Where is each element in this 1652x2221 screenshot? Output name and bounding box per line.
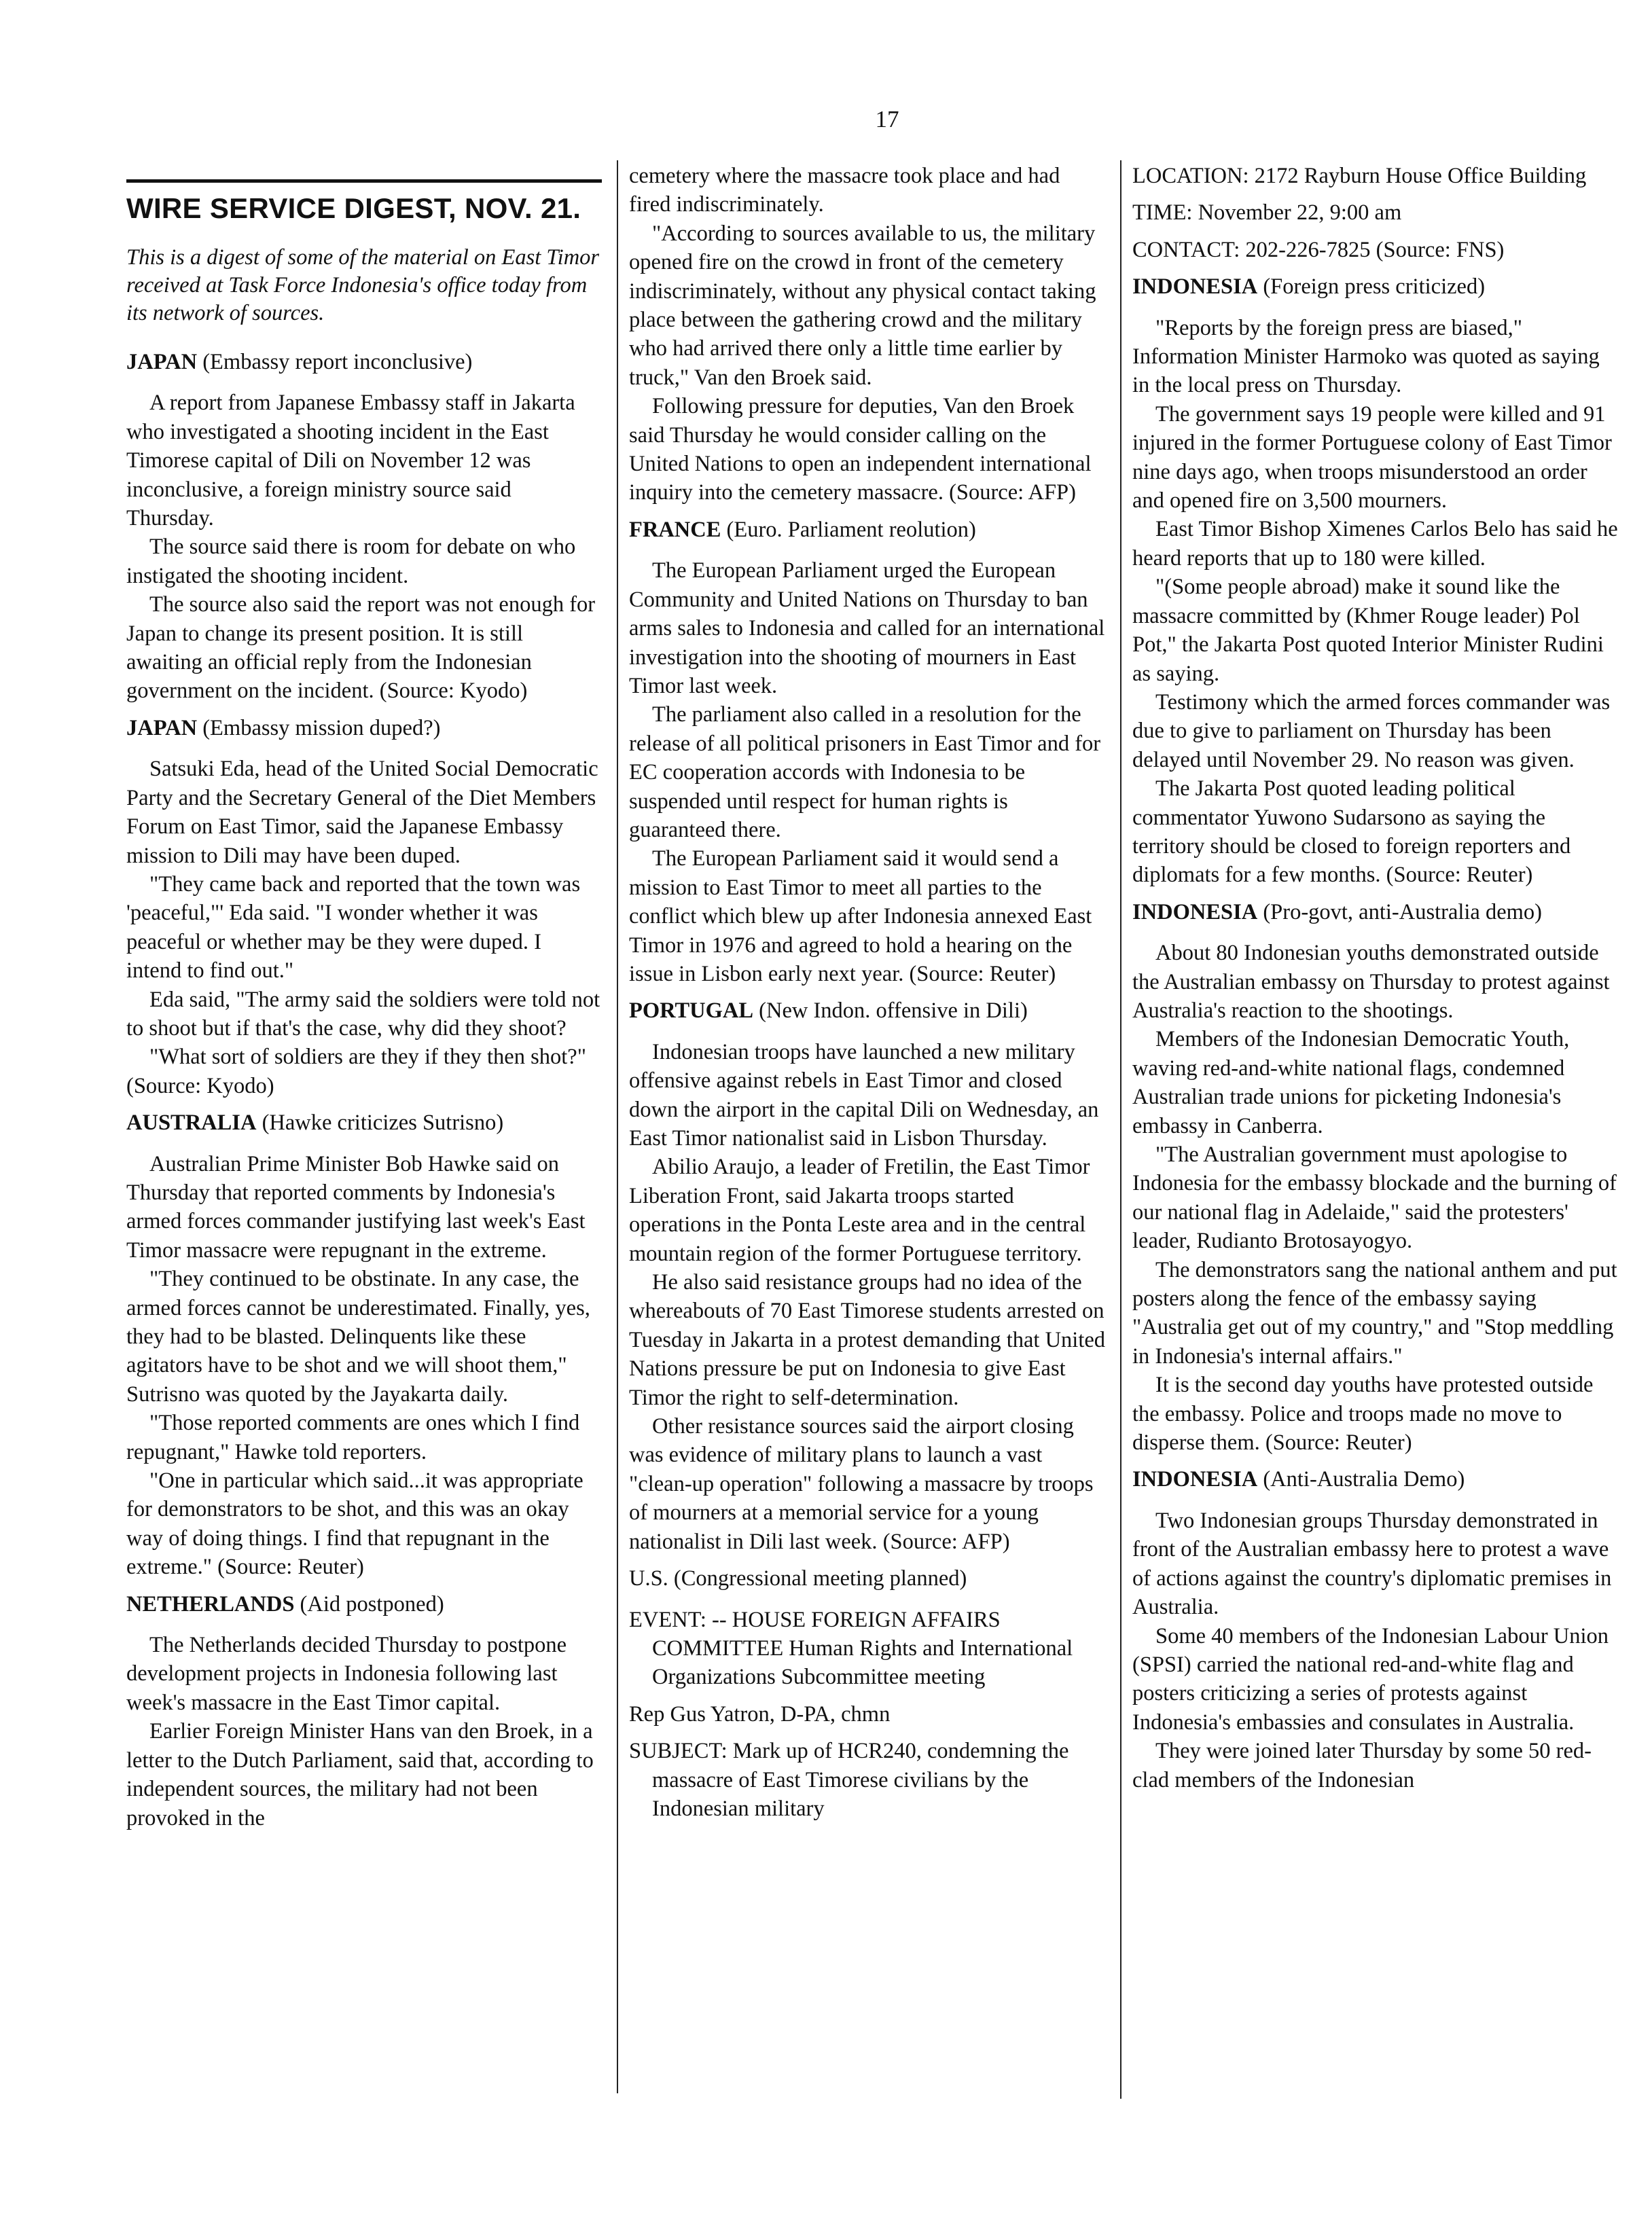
column-divider — [1120, 160, 1121, 2099]
article-paragraph: "According to sources available to us, the military opened fire on the crowd in front of the cemetery indiscriminately, without any physical contact taking place between the gathering crowd and the military who had arrived there only a little time earlier by truck," Van den Broek said. — [629, 221, 1096, 390]
article-paragraph: The government says 19 people were killed and 91 injured in the former Portuguese colony of East Timor nine days ago, when troops misunderstood an order and opened fire on 3,500 mourners. — [1132, 401, 1612, 513]
column-divider — [617, 160, 618, 2093]
article — [1132, 272, 1621, 890]
article-paragraph: Satsuki Eda, head of the United Social Democratic Party and the Secretary General of the Diet Members Forum on East Timor, said the Japanese Embassy mission to Dili may have been duped. — [126, 757, 598, 868]
article-paragraph: cemetery where the massacre took place and had fired indiscriminately. — [629, 164, 1060, 217]
article-heading — [629, 516, 1106, 544]
article-paragraph: The Jakarta Post quoted leading political commentator Yuwono Sudarsono as saying the territory should be closed to foreign reporters and diplomats for a few months. (Source: Reuter) — [1132, 776, 1571, 888]
article-paragraph: About 80 Indonesian youths demonstrated outside the Australian embassy on Thursday to protest against Australia's reaction to the shootings. — [1132, 941, 1610, 1023]
article-paragraph: The source said there is room for debate on who instigated the shooting incident. — [126, 535, 576, 588]
subject-line: SUBJECT: Mark up of HCR240, condemning the massacre of East Timorese civilians by the Indonesian military — [629, 1739, 1069, 1821]
article-heading — [629, 1564, 1106, 1593]
header-rule — [126, 179, 602, 183]
article-country: FRANCE — [629, 517, 721, 542]
event-line: EVENT: -- HOUSE FOREIGN AFFAIRS COMMITTEE Human Rights and International Organizations Subcommittee meeting — [629, 1607, 1073, 1690]
contact-line: CONTACT: 202-226-7825 (Source: FNS) — [1132, 237, 1505, 262]
article-paragraph: Following pressure for deputies, Van den Broek said Thursday he would consider calling on the United Nations to open an independent international inquiry into the cemetery massacre. (Source: AFP) — [629, 394, 1092, 505]
article-heading — [126, 348, 602, 376]
article-paragraph: "(Some people abroad) make it sound like the massacre committed by (Khmer Rouge leader) Pol Pot," the Jakarta Post quoted Interior Minister Rudini as saying. — [1132, 575, 1604, 686]
article-paragraph: "They continued to be obstinate. In any case, the armed forces cannot be underestimated. Finally, yes, they had to be blasted. Delinquents like these agitators have to be shot and we will shoot them," Sutrisno was quoted by the Jayakarta daily. — [126, 1267, 590, 1407]
article — [126, 1590, 602, 1832]
column-1 — [126, 162, 602, 1832]
article-paragraph: "One in particular which said...it was appropriate for demonstrators to be shot, and this was an okay way of doing things. I find that repugnant in the extreme." (Source: Reuter) — [126, 1468, 583, 1580]
article-country: JAPAN — [126, 715, 198, 740]
article-paragraph: A report from Japanese Embassy staff in Jakarta who investigated a shooting incident in the East Timorese capital of Dili on November 12 was inconclusive, a foreign ministry source said Thursday. — [126, 391, 575, 531]
article-country: INDONESIA — [1132, 899, 1258, 924]
article-country: JAPAN — [126, 350, 198, 374]
article-topic: (Euro. Parliament reolution) — [726, 517, 976, 542]
article-topic: (Embassy mission duped?) — [202, 715, 441, 740]
article-paragraph: The European Parliament said it would send a mission to East Timor to meet all parties to the conflict which blew up after Indonesia annexed East Timor in 1976 and agreed to hold a hearing on the issue in Lisbon early next year. (Source: Reuter) — [629, 846, 1092, 986]
article-heading — [629, 996, 1106, 1025]
article-paragraph: The source also said the report was not enough for Japan to change its present position. It is still awaiting an official reply from the Indonesian government on the incident. (Source: Kyodo) — [126, 592, 596, 704]
article-paragraph: "The Australian government must apologise to Indonesia for the embassy blockade and the burning of our national flag in Adelaide," said the protesters' leader, Rudianto Brotosayogyo. — [1132, 1142, 1617, 1254]
article-heading — [1132, 898, 1621, 926]
article-country: PORTUGAL — [629, 998, 754, 1024]
article-topic: (Anti-Australia Demo) — [1263, 1467, 1465, 1492]
article-paragraph: Other resistance sources said the airport closing was evidence of military plans to launch a vast "clean-up operation" following a massacre by troops of mourners at a memorial service for a young nationalist in Dili last week. (Source: AFP) — [629, 1414, 1094, 1554]
article-paragraph: "They came back and reported that the town was 'peaceful,"' Eda said. "I wonder whether it was peaceful or whether may be they were duped. I intend to find out." — [126, 871, 581, 983]
article — [126, 714, 602, 1100]
article-topic: (Hawke criticizes Sutrisno) — [262, 1110, 504, 1136]
digest-intro: This is a digest of some of the material on East Timor received at Task Force Indonesia's office today from its network of sources. — [126, 245, 600, 325]
article-paragraph: East Timor Bishop Ximenes Carlos Belo has said he heard reports that up to 180 were killed. — [1132, 517, 1618, 571]
article-heading — [1132, 1465, 1621, 1494]
article-paragraph: He also said resistance groups had no idea of the whereabouts of 70 East Timorese students arrested on Tuesday in Jakarta in a protest demanding that United Nations pressure be put on Indonesia to give East Timor the right to self-determination. — [629, 1270, 1106, 1410]
article-paragraph: It is the second day youths have protested outside the embassy. Police and troops made no move to disperse them. (Source: Reuter) — [1132, 1373, 1594, 1456]
page-number: 17 — [875, 106, 899, 132]
article-paragraph: Abilio Araujo, a leader of Fretilin, the East Timor Liberation Front, said Jakarta troops started operations in the Ponta Leste area and in the central mountain region of the former Portuguese territory. — [629, 1155, 1090, 1266]
article-heading — [1132, 272, 1621, 301]
location-line: LOCATION: 2172 Rayburn House Office Building — [1132, 164, 1587, 188]
article-topic: (Embassy report inconclusive) — [202, 350, 473, 374]
column-3 — [1132, 162, 1621, 1794]
article — [1132, 1465, 1621, 1794]
article — [126, 348, 602, 706]
time-line: TIME: November 22, 9:00 am — [1132, 200, 1402, 225]
article-heading — [126, 1108, 602, 1137]
article-paragraph: The Netherlands decided Thursday to postpone development projects in Indonesia following last week's massacre in the East Timor capital. — [126, 1633, 567, 1715]
article-topic: (Pro-govt, anti-Australia demo) — [1263, 899, 1543, 924]
article-topic: (Congressional meeting planned) — [673, 1566, 967, 1591]
article-country: U.S. — [629, 1566, 668, 1591]
article-topic: (Aid postponed) — [300, 1591, 444, 1617]
article — [629, 996, 1106, 1556]
article-topic: (Foreign press criticized) — [1263, 274, 1486, 300]
article — [629, 1564, 1106, 1823]
article — [629, 516, 1106, 989]
article — [1132, 898, 1621, 1458]
article-paragraph: "Reports by the foreign press are biased," Information Minister Harmoko was quoted as saying in the local press on Thursday. — [1132, 315, 1600, 398]
article-paragraph: The parliament also called in a resolution for the release of all political prisoners in East Timor and for EC cooperation accords with Indonesia to be suspended until respect for human rights is guaranteed there. — [629, 702, 1101, 842]
article-heading — [126, 714, 602, 742]
digest-title: WIRE SERVICE DIGEST, NOV. 21. — [126, 192, 581, 224]
article-paragraph: Two Indonesian groups Thursday demonstrated in front of the Australian embassy here to protest a wave of actions against the country's diplomatic premises in Australia. — [1132, 1508, 1612, 1620]
article-country: AUSTRALIA — [126, 1110, 257, 1136]
article-country: INDONESIA — [1132, 1467, 1258, 1492]
article-paragraph: They were joined later Thursday by some 50 red-clad members of the Indonesian — [1132, 1739, 1592, 1792]
article-paragraph: Indonesian troops have launched a new military offensive against rebels in East Timor and closed down the airport in the capital Dili on Wednesday, an East Timor nationalist said in Lisbon Thursday. — [629, 1039, 1099, 1151]
article-paragraph: Some 40 members of the Indonesian Labour Union (SPSI) carried the national red-and-white flag and posters criticizing a series of protests against Indonesia's embassies and consulates in Australia. — [1132, 1623, 1609, 1735]
article-paragraph: Earlier Foreign Minister Hans van den Broek, in a letter to the Dutch Parliament, said that, according to independent sources, the military had not been provoked in the — [126, 1719, 594, 1830]
article-continued — [629, 162, 1106, 507]
article-paragraph: "Those reported comments are ones which I find repugnant," Hawke told reporters. — [126, 1411, 580, 1464]
article-paragraph: Australian Prime Minister Bob Hawke said on Thursday that reported comments by Indonesia's armed forces commander justifying last week's East Timor massacre were repugnant in the extreme. — [126, 1151, 586, 1263]
article-paragraph: The European Parliament urged the European Community and United Nations on Thursday to ban arms sales to Indonesia and called for an international investigation into the shooting of mourners in East Timor last week. — [629, 558, 1105, 698]
article-paragraph: Eda said, "The army said the soldiers were told not to shoot but if that's the case, why did they shoot? — [126, 987, 600, 1041]
chair-line: Rep Gus Yatron, D-PA, chmn — [629, 1701, 891, 1727]
article — [126, 1108, 602, 1582]
article-paragraph: "What sort of soldiers are they if they then shot?" (Source: Kyodo) — [126, 1045, 586, 1098]
column-2 — [629, 162, 1106, 1831]
article-country: NETHERLANDS — [126, 1591, 295, 1617]
article-country: INDONESIA — [1132, 274, 1258, 300]
article-heading — [126, 1590, 602, 1619]
article-paragraph: Members of the Indonesian Democratic Youth, waving red-and-white national flags, condemned Australian trade unions for picketing Indonesia's embassy in Canberra. — [1132, 1027, 1570, 1138]
article-paragraph: The demonstrators sang the national anthem and put posters along the fence of the embassy saying "Australia get out of my country," and "Stop meddling in Indonesia's internal affairs." — [1132, 1257, 1617, 1369]
article-paragraph: Testimony which the armed forces commander was due to give to parliament on Thursday has been delayed until November 29. No reason was given. — [1132, 689, 1611, 772]
article-topic: (New Indon. offensive in Dili) — [759, 998, 1028, 1024]
